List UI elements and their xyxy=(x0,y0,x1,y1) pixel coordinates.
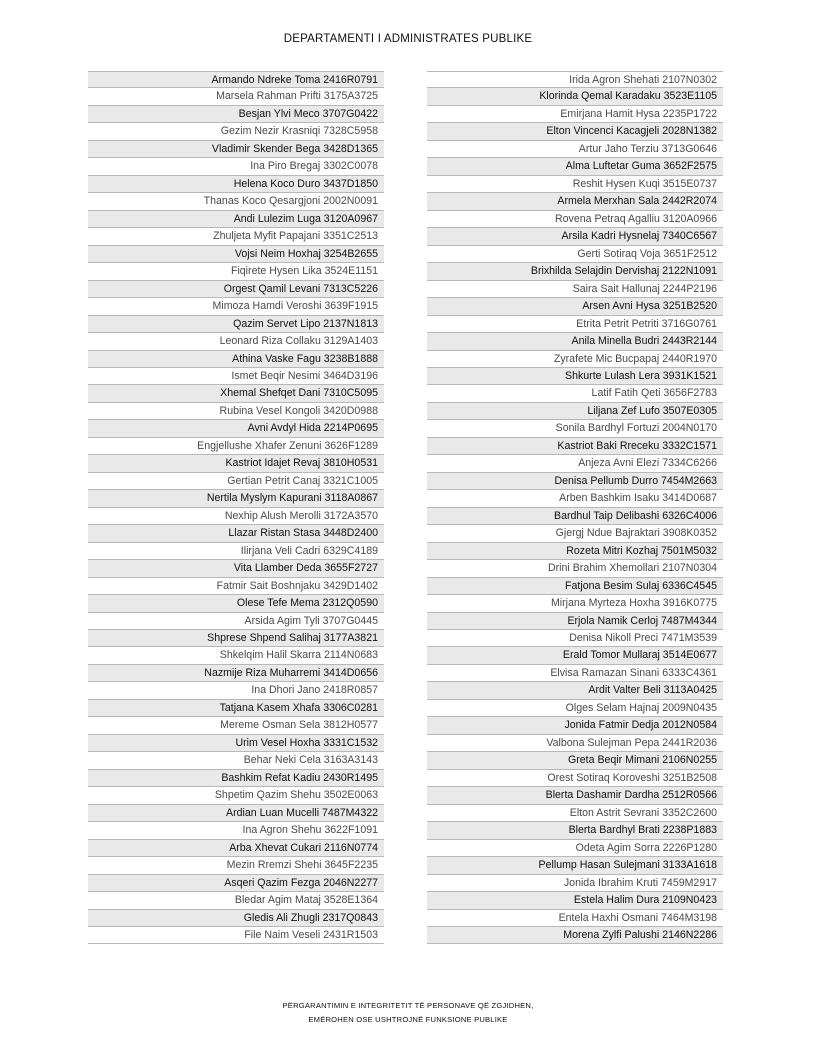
list-item: Mirjana Myrteza Hoxha 3916K0775 xyxy=(427,595,723,612)
list-item: Bardhul Taip Delibashi 6326C4006 xyxy=(427,508,723,525)
list-item: Nertila Myslym Kapurani 3118A0867 xyxy=(88,490,384,507)
list-item: Elvisa Ramazan Sinani 6333C4361 xyxy=(427,665,723,682)
list-item: Erald Tomor Mullaraj 3514E0677 xyxy=(427,647,723,664)
list-item: Odeta Agim Sorra 2226P1280 xyxy=(427,840,723,857)
list-item: Gezim Nezir Krasniqi 7328C5958 xyxy=(88,123,384,140)
footer-line: PËRGARANTIMIN E INTEGRITETIT TË PERSONAVE QË ZGJIDHEN, xyxy=(282,1001,534,1010)
list-item: Bashkim Refat Kadiu 2430R1495 xyxy=(88,770,384,787)
list-item: Elton Vincenci Kacagjeli 2028N1382 xyxy=(427,123,723,140)
footer-line: EMËROHEN OSE USHTROJNË FUNKSIONE PUBLIKE xyxy=(308,1015,508,1024)
right-name-column xyxy=(427,71,723,944)
list-item: Mezin Rremzi Shehi 3645F2235 xyxy=(88,857,384,874)
list-item: Shkelqim Halil Skarra 2114N0683 xyxy=(88,647,384,664)
list-item: Ilirjana Veli Cadri 6329C4189 xyxy=(88,543,384,560)
list-item: Nexhip Alush Merolli 3172A3570 xyxy=(88,508,384,525)
list-item: Reshit Hysen Kuqi 3515E0737 xyxy=(427,176,723,193)
list-item: Ardit Valter Beli 3113A0425 xyxy=(427,682,723,699)
list-item: Elton Astrit Sevrani 3352C2600 xyxy=(427,805,723,822)
list-item: Qazim Servet Lipo 2137N1813 xyxy=(88,316,384,333)
list-item: Drini Brahim Xhemollari 2107N0304 xyxy=(427,560,723,577)
list-item: Irida Agron Shehati 2107N0302 xyxy=(427,71,723,88)
list-item: Entela Haxhi Osmani 7464M3198 xyxy=(427,910,723,927)
list-item: Asqeri Qazim Fezga 2046N2277 xyxy=(88,875,384,892)
list-item: Vladimir Skender Bega 3428D1365 xyxy=(88,141,384,158)
list-item: Greta Beqir Mimani 2106N0255 xyxy=(427,752,723,769)
list-item: Vojsi Neim Hoxhaj 3254B2655 xyxy=(88,246,384,263)
list-item: Gertian Petrit Canaj 3321C1005 xyxy=(88,473,384,490)
list-item: Erjola Namik Cerloj 7487M4344 xyxy=(427,613,723,630)
list-item: Marsela Rahman Prifti 3175A3725 xyxy=(88,88,384,105)
list-item: Engjellushe Xhafer Zenuni 3626F1289 xyxy=(88,438,384,455)
list-item: Mereme Osman Sela 3812H0577 xyxy=(88,717,384,734)
list-item: File Naim Veseli 2431R1503 xyxy=(88,927,384,944)
list-item: Arsila Kadri Hysnelaj 7340C6567 xyxy=(427,228,723,245)
list-item: Vita Llamber Deda 3655F2727 xyxy=(88,560,384,577)
list-item: Xhemal Shefqet Dani 7310C5095 xyxy=(88,385,384,402)
list-item: Andi Lulezim Luga 3120A0967 xyxy=(88,211,384,228)
list-item: Orgest Qamil Levani 7313C5226 xyxy=(88,281,384,298)
list-item: Leonard Riza Collaku 3129A1403 xyxy=(88,333,384,350)
list-item: Ismet Beqir Nesimi 3464D3196 xyxy=(88,368,384,385)
list-item: Jonida Fatmir Dedja 2012N0584 xyxy=(427,717,723,734)
list-item: Gerti Sotiraq Voja 3651F2512 xyxy=(427,246,723,263)
list-item: Saira Sait Hallunaj 2244P2196 xyxy=(427,281,723,298)
list-item: Olges Selam Hajnaj 2009N0435 xyxy=(427,700,723,717)
list-item: Gledis Ali Zhugli 2317Q0843 xyxy=(88,910,384,927)
list-item: Sonila Bardhyl Fortuzi 2004N0170 xyxy=(427,420,723,437)
list-item: Ardian Luan Mucelli 7487M4322 xyxy=(88,805,384,822)
list-item: Urim Vesel Hoxha 3331C1532 xyxy=(88,735,384,752)
list-item: Arba Xhevat Cukari 2116N0774 xyxy=(88,840,384,857)
list-item: Kastriot Idajet Revaj 3810H0531 xyxy=(88,455,384,472)
list-item: Fiqirete Hysen Lika 3524E1151 xyxy=(88,263,384,280)
list-item: Tatjana Kasem Xhafa 3306C0281 xyxy=(88,700,384,717)
list-item: Nazmije Riza Muharremi 3414D0656 xyxy=(88,665,384,682)
list-item: Arsida Agim Tyli 3707G0445 xyxy=(88,613,384,630)
list-item: Liljana Zef Lufo 3507E0305 xyxy=(427,403,723,420)
list-item: Rozeta Mitri Kozhaj 7501M5032 xyxy=(427,543,723,560)
list-item: Arsen Avni Hysa 3251B2520 xyxy=(427,298,723,315)
list-item: Klorinda Qemal Karadaku 3523E1105 xyxy=(427,88,723,105)
list-item: Pellump Hasan Sulejmani 3133A1618 xyxy=(427,857,723,874)
list-item: Ina Dhori Jano 2418R0857 xyxy=(88,682,384,699)
list-item: Anjeza Avni Elezi 7334C6266 xyxy=(427,455,723,472)
list-item: Armela Merxhan Sala 2442R2074 xyxy=(427,193,723,210)
list-item: Ina Piro Bregaj 3302C0078 xyxy=(88,158,384,175)
list-item: Zyrafete Mic Bucpapaj 2440R1970 xyxy=(427,351,723,368)
list-item: Fatmir Sait Boshnjaku 3429D1402 xyxy=(88,578,384,595)
list-item: Shkurte Lulash Lera 3931K1521 xyxy=(427,368,723,385)
list-item: Orest Sotiraq Koroveshi 3251B2508 xyxy=(427,770,723,787)
left-name-column xyxy=(88,71,384,944)
list-item: Kastriot Baki Rreceku 3332C1571 xyxy=(427,438,723,455)
list-item: Valbona Sulejman Pepa 2441R2036 xyxy=(427,735,723,752)
list-item: Blerta Dashamir Dardha 2512R0566 xyxy=(427,787,723,804)
list-item: Ina Agron Shehu 3622F1091 xyxy=(88,822,384,839)
list-item: Jonida Ibrahim Kruti 7459M2917 xyxy=(427,875,723,892)
list-item: Shprese Shpend Salihaj 3177A3821 xyxy=(88,630,384,647)
list-item: Mimoza Hamdi Veroshi 3639F1915 xyxy=(88,298,384,315)
list-item: Denisa Pellumb Durro 7454M2663 xyxy=(427,473,723,490)
list-item: Alma Luftetar Guma 3652F2575 xyxy=(427,158,723,175)
list-item: Shpetim Qazim Shehu 3502E0063 xyxy=(88,787,384,804)
list-item: Bledar Agim Mataj 3528E1364 xyxy=(88,892,384,909)
list-item: Rubina Vesel Kongoli 3420D0988 xyxy=(88,403,384,420)
page-footer xyxy=(0,999,816,1027)
list-item: Artur Jaho Terziu 3713G0646 xyxy=(427,141,723,158)
list-item: Thanas Koco Qesargjoni 2002N0091 xyxy=(88,193,384,210)
list-item: Fatjona Besim Sulaj 6336C4545 xyxy=(427,578,723,595)
page-title: DEPARTAMENTI I ADMINISTRATES PUBLIKE xyxy=(283,33,533,45)
list-item: Zhuljeta Myfit Papajani 3351C2513 xyxy=(88,228,384,245)
list-item: Armando Ndreke Toma 2416R0791 xyxy=(88,71,384,88)
list-item: Brixhilda Selajdin Dervishaj 2122N1091 xyxy=(427,263,723,280)
list-item: Olese Tefe Mema 2312Q0590 xyxy=(88,595,384,612)
list-item: Athina Vaske Fagu 3238B1888 xyxy=(88,351,384,368)
list-item: Rovena Petraq Agalliu 3120A0966 xyxy=(427,211,723,228)
list-item: Llazar Ristan Stasa 3448D2400 xyxy=(88,525,384,542)
list-item: Anila Minella Budri 2443R2144 xyxy=(427,333,723,350)
list-item: Helena Koco Duro 3437D1850 xyxy=(88,176,384,193)
list-item: Emirjana Hamit Hysa 2235P1722 xyxy=(427,106,723,123)
list-item: Gjergj Ndue Bajraktari 3908K0352 xyxy=(427,525,723,542)
list-item: Latif Fatih Qeti 3656F2783 xyxy=(427,385,723,402)
list-item: Arben Bashkim Isaku 3414D0687 xyxy=(427,490,723,507)
list-item: Etrita Petrit Petriti 3716G0761 xyxy=(427,316,723,333)
list-item: Behar Neki Cela 3163A3143 xyxy=(88,752,384,769)
list-item: Avni Avdyl Hida 2214P0695 xyxy=(88,420,384,437)
list-item: Estela Halim Dura 2109N0423 xyxy=(427,892,723,909)
list-item: Besjan Ylvi Meco 3707G0422 xyxy=(88,106,384,123)
list-item: Denisa Nikoll Preci 7471M3539 xyxy=(427,630,723,647)
list-item: Blerta Bardhyl Brati 2238P1883 xyxy=(427,822,723,839)
list-item: Morena Zylfi Palushi 2146N2286 xyxy=(427,927,723,944)
